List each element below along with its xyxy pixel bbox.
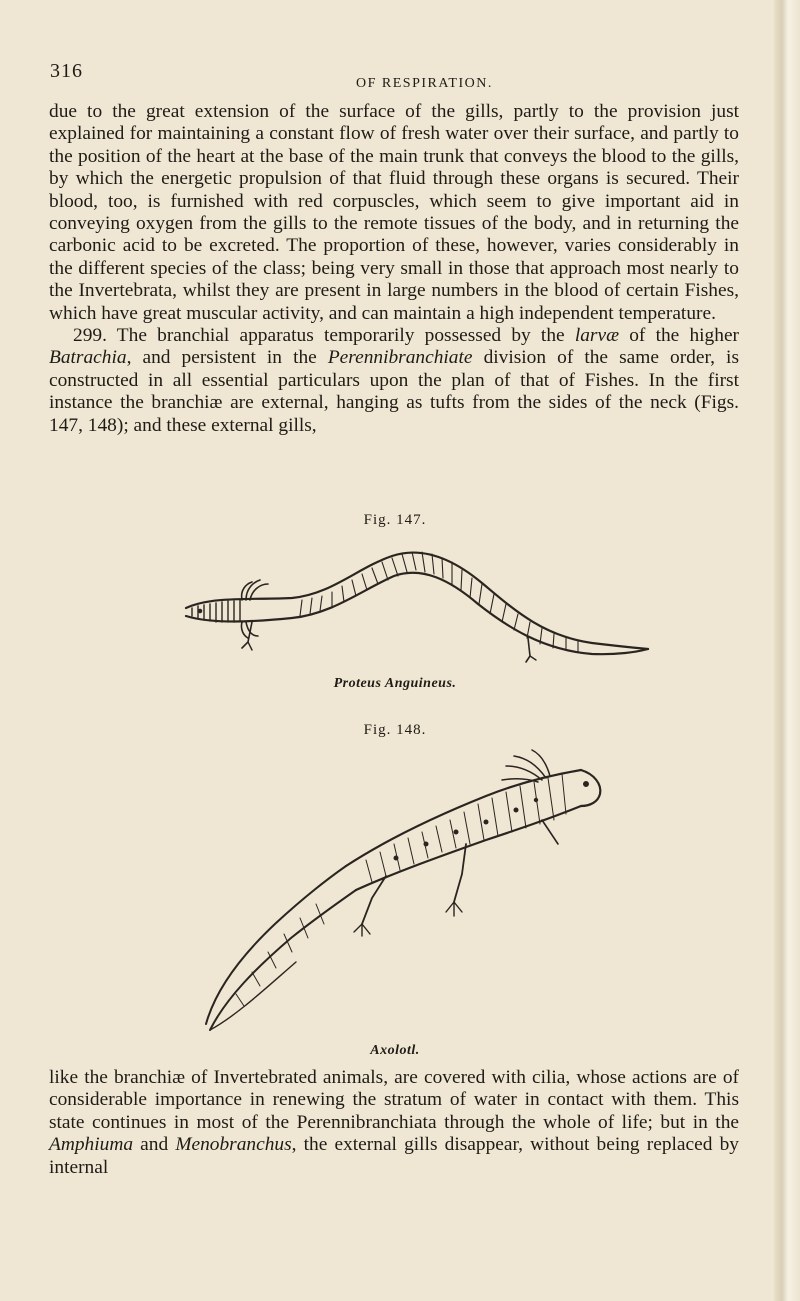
- fig-148-label: Fig. 148.: [363, 722, 427, 738]
- axolotl-illustration: [196, 748, 606, 1038]
- body-text-top: [49, 101, 739, 437]
- page-edge: [774, 0, 800, 1301]
- fig-148-caption: Axolotl.: [370, 1043, 420, 1058]
- paragraph-1: due to the great extension of the surface of the gills, partly to the provision just explained for maintaining a constant flow of fresh water over their surface, and partly to the position of the heart at the base of the main trunk that conveys the blood to the gills, by which the energetic propulsion of that fluid through these organs is secured. Their blood, too, is furnished with red corpuscles, which seem to give important aid in conveying oxygen from the gills to the remote tissues of the body, and in returning the carbonic acid to be excreted. The proportion of these, however, varies considerably in the different species of the class; being very small in those that approach most nearly to the Invertebrata, whilst they are present in large numbers in the blood of certain Fishes, which have great muscular activity, and can maintain a high independent temperature.: [49, 101, 739, 324]
- paragraph-299: 299. The branchial apparatus temporarily possessed by the larvæ of the higher Batrachia, and persistent in the Perennibranchiate division of the same order, is constructed in all essential particulars upon the plan of that of Fishes. In the first instance the branchiæ are external, hanging as tufts from the sides of the neck (Figs. 147, 148); and these external gills,: [49, 325, 740, 436]
- running-title: OF RESPIRATION.: [356, 76, 493, 91]
- paragraph-continued: like the branchiæ of Invertebrated animals, are covered with cilia, whose actions are of considerable importance in renewing the stratum of water in contact with them. This state continues in most of the Perennibranchiata through the whole of life; but in the Amphiuma and Menobranchus, the external gills disappear, without being replaced by internal: [49, 1067, 739, 1178]
- page-number: 316: [50, 60, 83, 82]
- body-text-bottom: [49, 1067, 739, 1179]
- proteus-illustration: [182, 538, 650, 668]
- fig-147-label: Fig. 147.: [363, 512, 427, 528]
- fig-147-caption: Proteus Anguineus.: [333, 676, 457, 691]
